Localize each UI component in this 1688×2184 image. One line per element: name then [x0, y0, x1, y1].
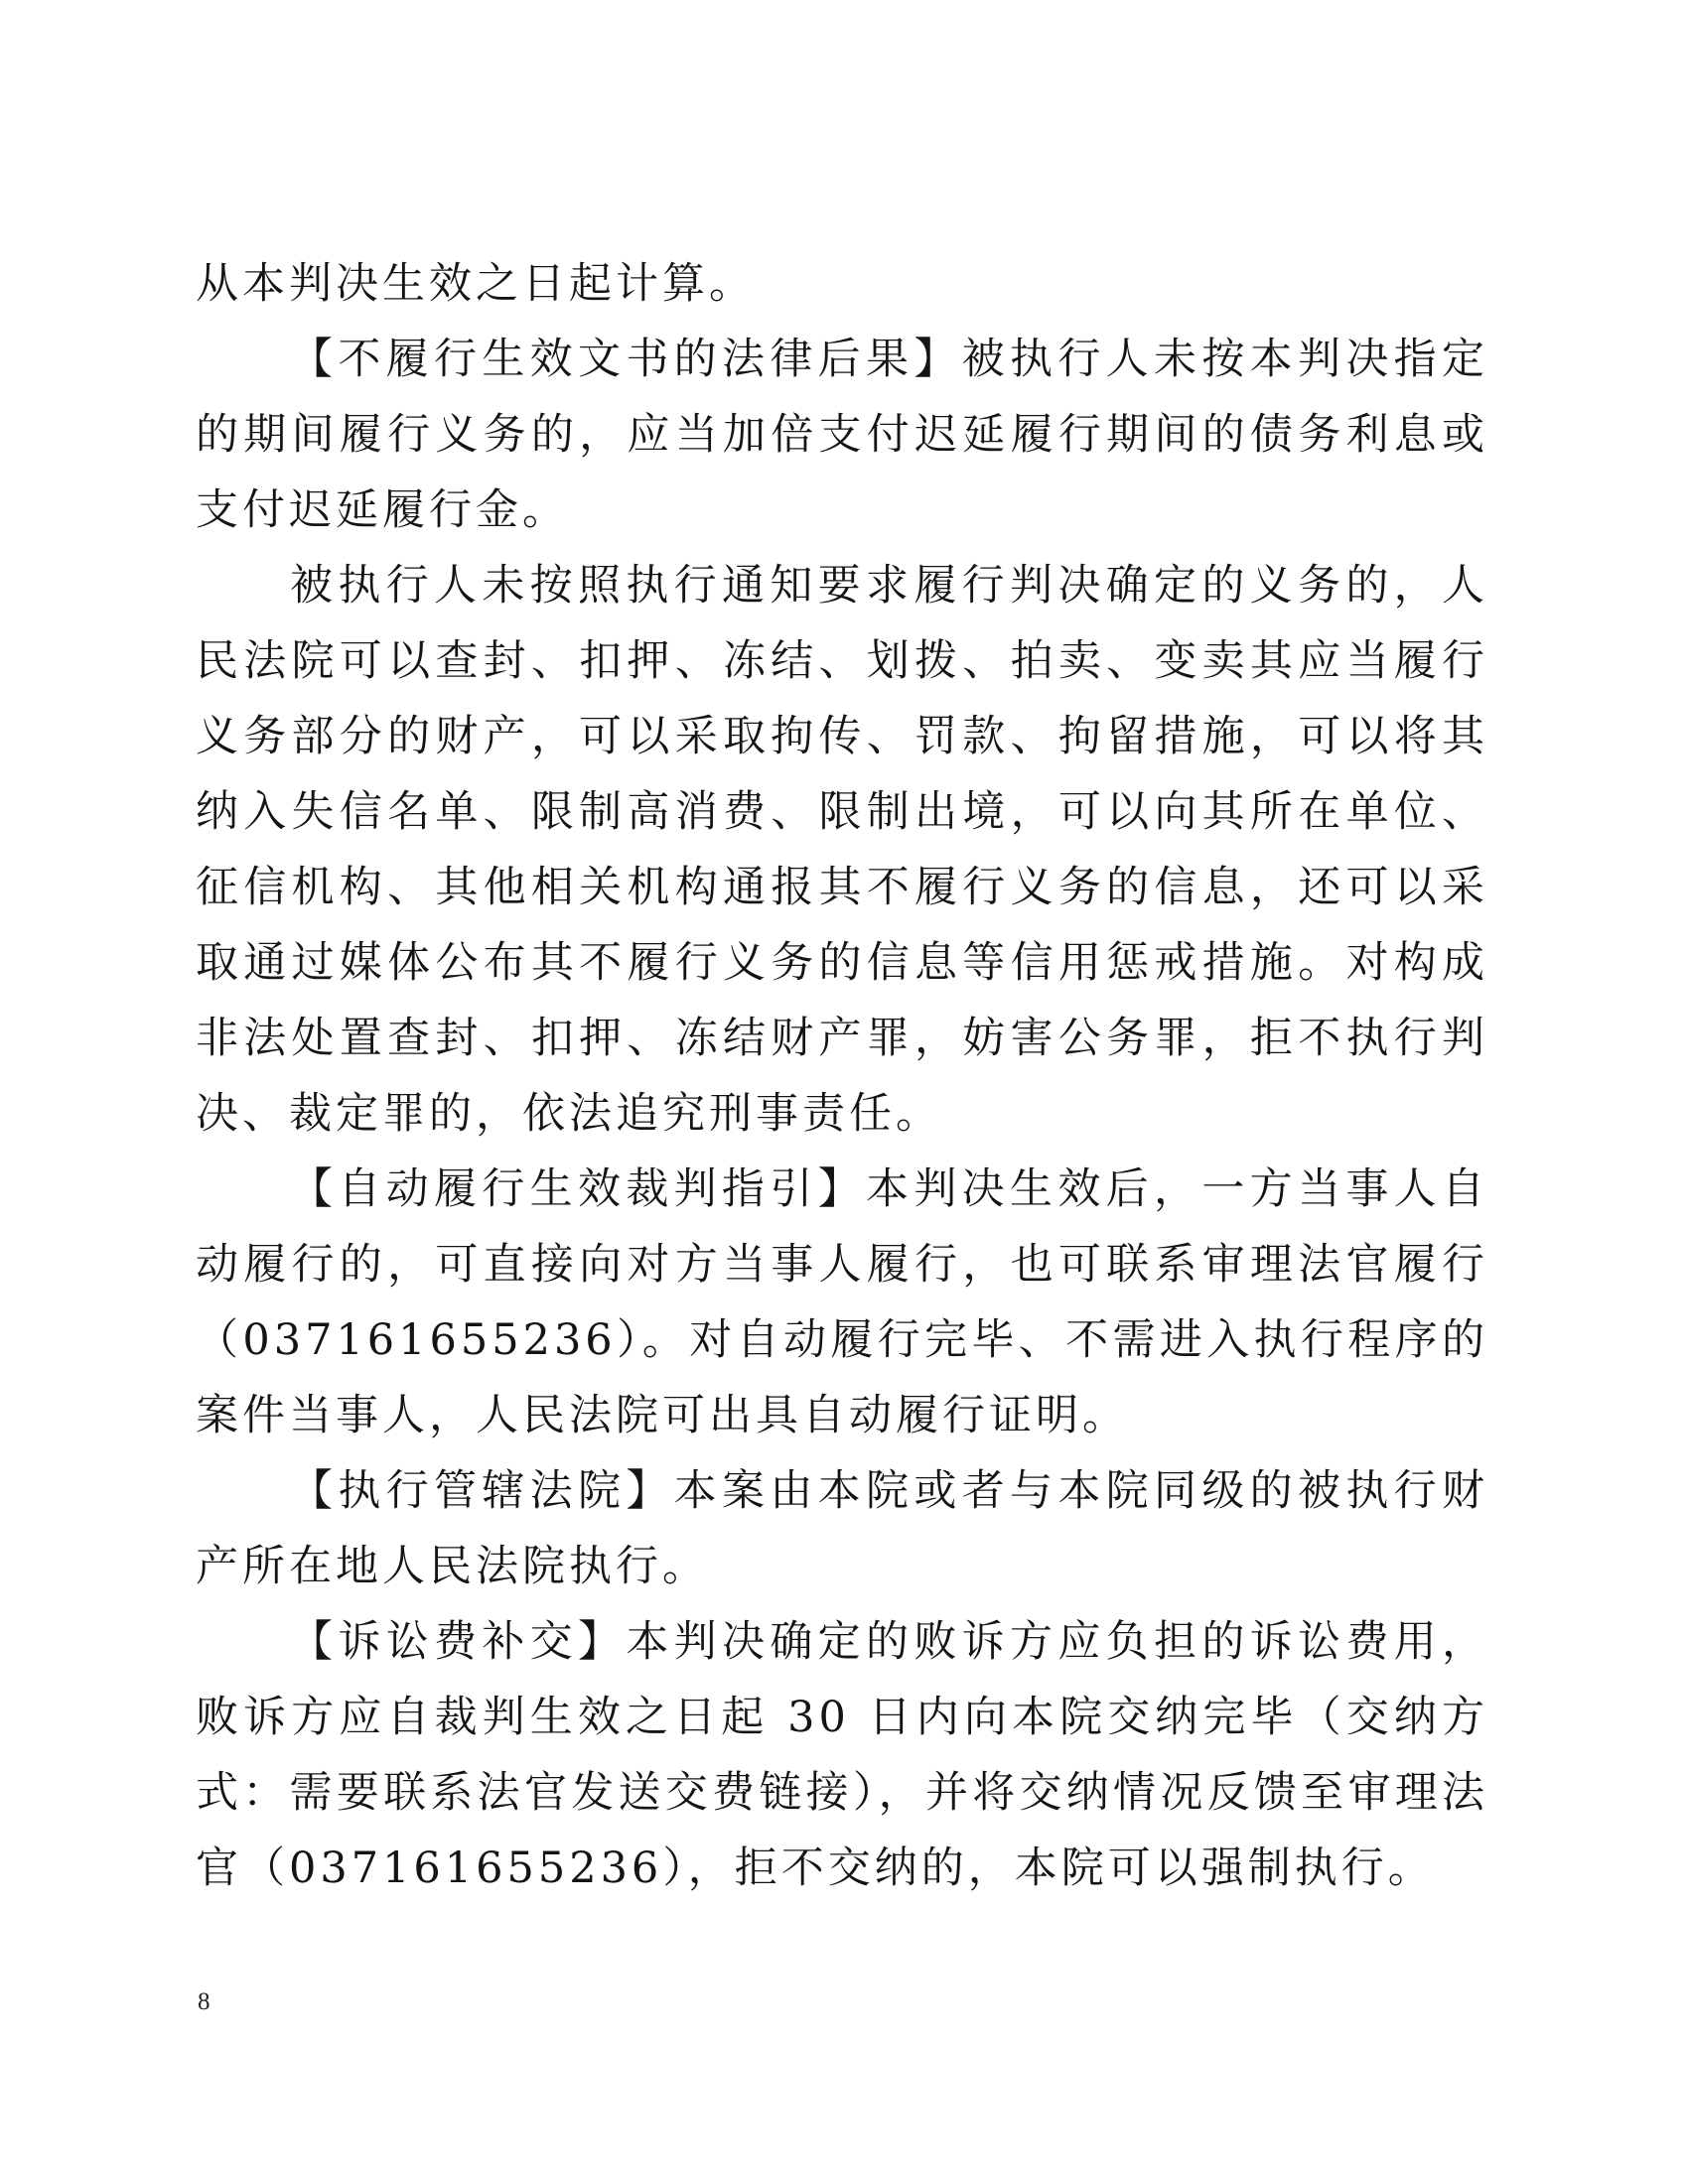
- paragraph-enforcement-measures: 被执行人未按照执行通知要求履行判决确定的义务的，人民法院可以查封、扣押、冻结、划拨、拍卖、变卖其应当履行义务部分的财产，可以采取拘传、罚款、拘留措施，可以将其纳入失信名单、限制高消费、限制出境，可以向其所在单位、征信机构、其他相关机构通报其不履行义务的信息，还可以采取通过媒体公布其不履行义务的信息等信用惩戒措施。对构成非法处置查封、扣押、冻结财产罪，妨害公务罪，拒不执行判决、裁定罪的，依法追究刑事责任。: [196, 561, 1488, 1139]
- paragraph-enforcement-court: 【执行管辖法院】本案由本院或者与本院同级的被执行财产所在地人民法院执行。: [196, 1466, 1488, 1591]
- paragraph-continuation: 从本判决生效之日起计算。: [196, 259, 756, 309]
- paragraph-litigation-fees: 【诉讼费补交】本判决确定的败诉方应负担的诉讼费用，败诉方应自裁判生效之日起 30 日内向本院交纳完毕（交纳方式：需要联系法官发送交费链接），并将交纳情况反馈至审理法官（037161655236），拒不交纳的，本院可以强制执行。: [196, 1617, 1488, 1893]
- document-body: [196, 246, 1488, 1906]
- paragraph-voluntary-performance: 【自动履行生效裁判指引】本判决生效后，一方当事人自动履行的，可直接向对方当事人履行，也可联系审理法官履行（037161655236）。对自动履行完毕、不需进入执行程序的案件当事人，人民法院可出具自动履行证明。: [196, 1164, 1488, 1440]
- page-number: 8: [198, 1988, 211, 2015]
- paragraph-legal-consequences: 【不履行生效文书的法律后果】被执行人未按本判决指定的期间履行义务的，应当加倍支付迟延履行期间的债务利息或支付迟延履行金。: [196, 335, 1488, 535]
